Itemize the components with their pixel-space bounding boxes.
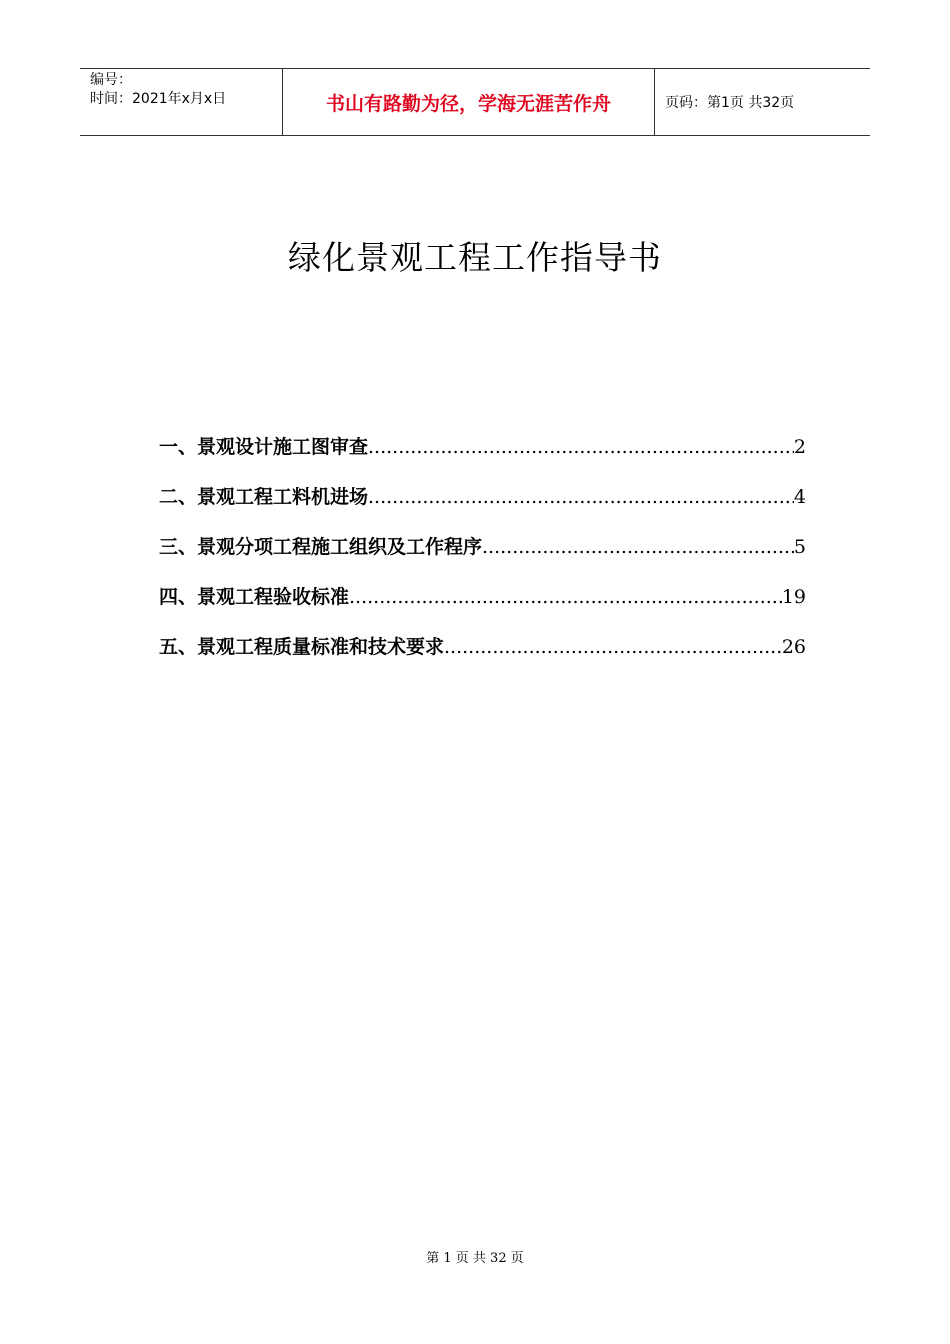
toc-entry[interactable] (159, 582, 806, 632)
toc-entry-page: 26 (781, 636, 806, 658)
document-title: 绿化景观工程工作指导书 (288, 238, 662, 277)
toc-entry-page: 19 (781, 586, 806, 608)
page-footer: 第 1 页 共 32 页 (426, 1251, 524, 1266)
toc-leader-dots (368, 436, 794, 458)
toc-entry-label: 二、景观工程工料机进场 (159, 486, 369, 508)
header-page-info: 页码：第1页 共32页 (665, 95, 795, 111)
toc-leader-dots (368, 486, 794, 508)
document-date: 时间：2021年x月x日 (90, 91, 227, 107)
toc-leader-dots (444, 636, 782, 658)
document-number-label: 编号： (90, 72, 132, 88)
toc-leader-dots (482, 536, 794, 558)
table-of-contents (159, 432, 806, 682)
toc-entry[interactable] (159, 482, 806, 532)
document-header (80, 68, 870, 136)
toc-leader-dots (349, 586, 782, 608)
toc-entry[interactable] (159, 632, 806, 682)
toc-entry-page: 2 (793, 436, 806, 458)
toc-entry-label: 四、景观工程验收标准 (159, 586, 350, 608)
toc-entry[interactable] (159, 432, 806, 482)
toc-entry-page: 5 (793, 536, 806, 558)
header-motto: 书山有路勤为径，学海无涯苦作舟 (282, 69, 655, 135)
toc-entry-label: 五、景观工程质量标准和技术要求 (159, 636, 445, 658)
toc-entry-label: 三、景观分项工程施工组织及工作程序 (159, 536, 483, 558)
toc-entry[interactable] (159, 532, 806, 582)
toc-entry-label: 一、景观设计施工图审查 (159, 436, 369, 458)
toc-entry-page: 4 (793, 486, 806, 508)
header-meta (80, 69, 282, 135)
